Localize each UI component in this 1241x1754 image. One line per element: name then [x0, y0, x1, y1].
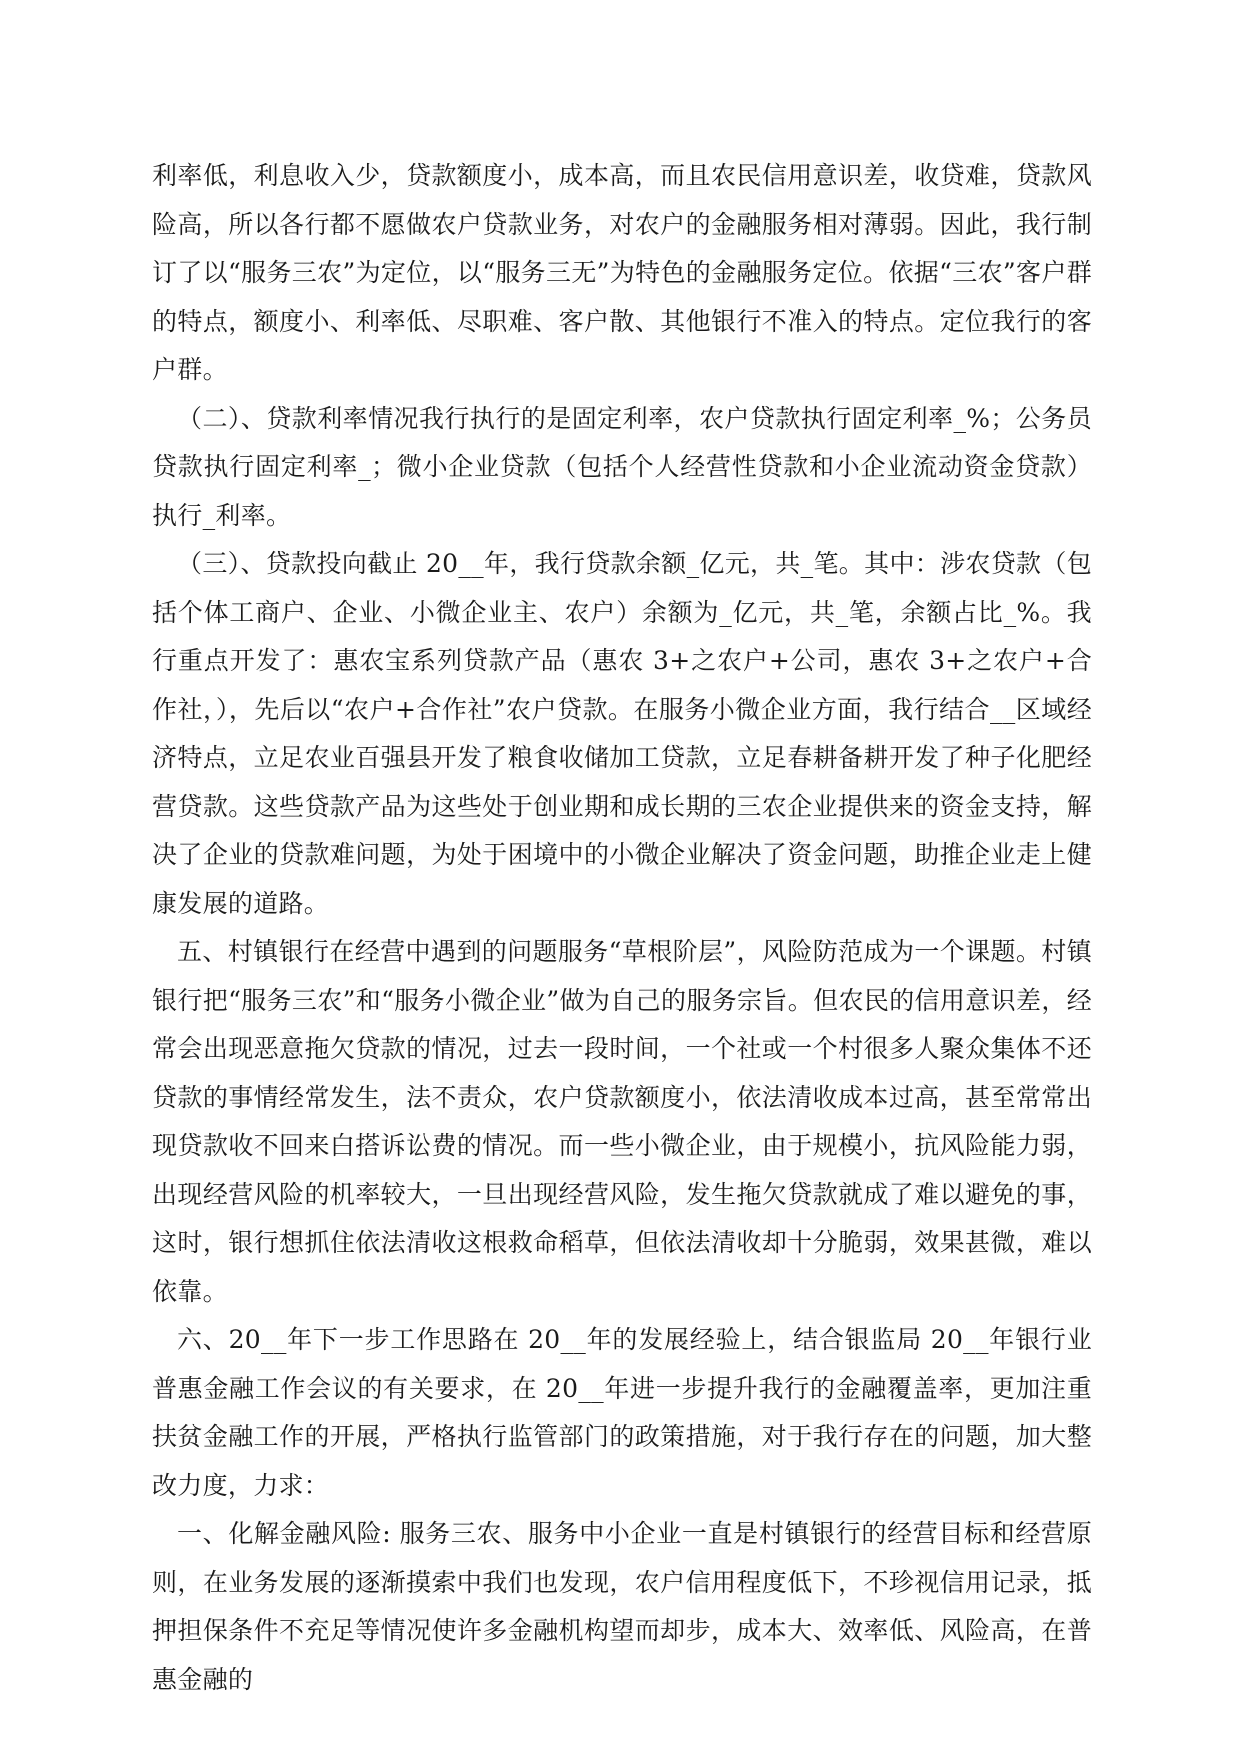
paragraph-loan-interest-rates: （二）、贷款利率情况我行执行的是固定利率，农户贷款执行固定利率_%；公务员贷款执行固定利率_；微小企业贷款（包括个人经营性贷款和小企业流动资金贷款）执行_利率。	[152, 403, 1092, 530]
paragraph-loan-allocation: （三）、贷款投向截止 20__年，我行贷款余额_亿元，共_笔。其中：涉农贷款（包括个体工商户、企业、小微企业主、农户）余额为_亿元，共_笔，余额占比_%。我行重点开发了：惠农宝系列贷款产品（惠农 3+之农户+公司，惠农 3+之农户+合作社，），先后以“农户+合作社”农户贷款。在服务小微企业方面，我行结合__区域经济特点，立足农业百强县开发了粮食收储加工贷款，立足春耕备耕开发了种子化肥经营贷款。这些贷款产品为这些处于创业期和成长期的三农企业提供来的资金支持，解决了企业的贷款难问题，为处于困境中的小微企业解决了资金问题，助推企业走上健康发展的道路。	[152, 549, 1092, 918]
paragraph-operating-problems: 五、村镇银行在经营中遇到的问题服务“草根阶层”，风险防范成为一个课题。村镇银行把“服务三农”和“服务小微企业”做为自己的服务宗旨。但农民的信用意识差，经常会出现恶意拖欠贷款的情况，过去一段时间，一个社或一个村很多人聚众集体不还贷款的事情经常发生，法不责众，农户贷款额度小，依法清收成本过高，甚至常常出现贷款收不回来白搭诉讼费的情况。而一些小微企业，由于规模小，抗风险能力弱，出现经营风险的机率较大，一旦出现经营风险，发生拖欠贷款就成了难以避免的事，这时，银行想抓住依法清收这根救命稻草，但依法清收却十分脆弱，效果甚微，难以依靠。	[152, 937, 1092, 1306]
document-body	[152, 152, 1092, 1704]
paragraph-financial-risk: 一、化解金融风险: 服务三农、服务中小企业一直是村镇银行的经营目标和经营原则，在业务发展的逐渐摸索中我们也发现，农户信用程度低下，不珍视信用记录，抵押担保条件不充足等情况使许多金融机构望而却步，成本大、效率低、风险高，在普惠金融的	[152, 1519, 1092, 1694]
paragraph-loan-market-context: 利率低，利息收入少，贷款额度小，成本高，而且农民信用意识差，收贷难，贷款风险高，所以各行都不愿做农户贷款业务，对农户的金融服务相对薄弱。因此，我行制订了以“服务三农”为定位，以“服务三无”为特色的金融服务定位。依据“三农”客户群的特点，额度小、利率低、尽职难、客户散、其他银行不准入的特点。定位我行的客户群。	[152, 161, 1092, 384]
paragraph-next-year-plan: 六、20__年下一步工作思路在 20__年的发展经验上，结合银监局 20__年银行业普惠金融工作会议的有关要求，在 20__年进一步提升我行的金融覆盖率，更加注重扶贫金融工作的开展，严格执行监管部门的政策措施，对于我行存在的问题，加大整改力度，力求：	[152, 1325, 1092, 1500]
